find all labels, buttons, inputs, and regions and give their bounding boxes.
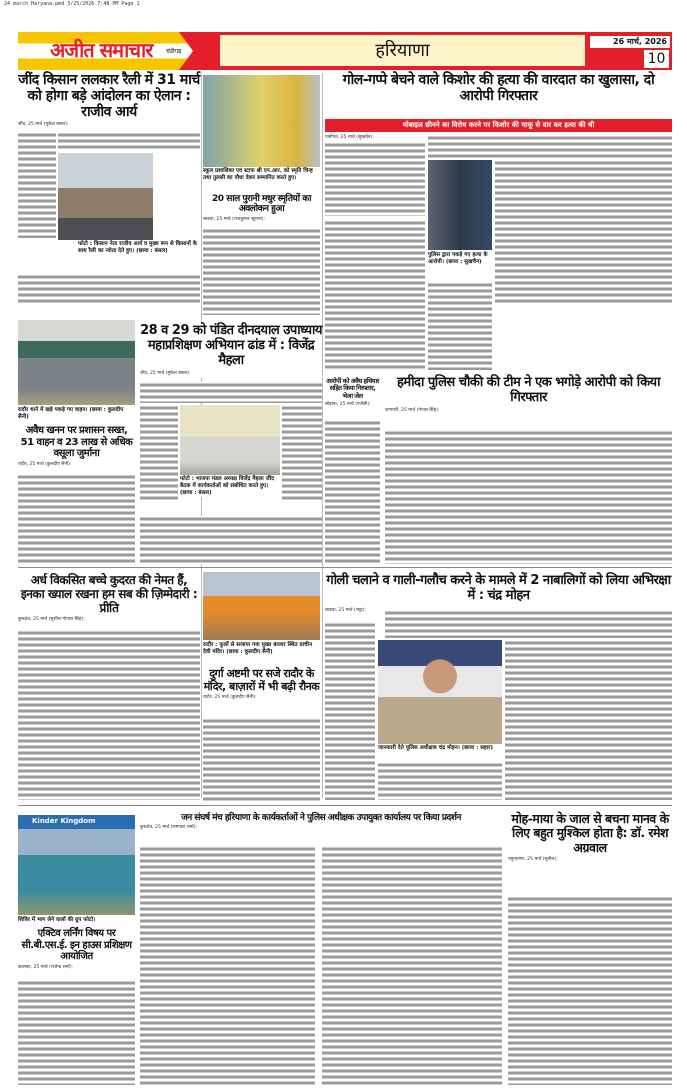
photo-seized-vehicles xyxy=(18,320,135,405)
article-body xyxy=(495,160,672,305)
section-title: हरियाणा xyxy=(220,35,585,66)
headline-special-children: अर्ध विकसित बच्चे कुदरत की नेमत हैं, इनका ख्याल रखना हम सब की ज़िम्मेदारी : प्रीति xyxy=(20,573,198,615)
article-body xyxy=(58,132,200,150)
article-body xyxy=(18,132,56,238)
photo-caption: रादौर : फूलों से सजाया गया मुख्य बाजार स्थित प्राचीन देवी मंदिर। (छाया : कुलदीप सैनी) xyxy=(203,642,320,656)
photo-caption: रादौर थाने में खड़े पकड़े गए वाहन। (छाया : कुलदीप सैनी) xyxy=(18,407,135,421)
article-header xyxy=(325,378,380,408)
row-divider xyxy=(18,567,672,568)
headline-training-campaign: 28 व 29 को पंडित दीनदयाल उपाध्याय महाप्रशिक्षण अभियान ढांड में : विजेंद्र मैहला xyxy=(140,323,322,368)
dateline: यमुनानगर, 25 मार्च (सुनील): xyxy=(508,857,672,863)
headline-durga-ashtami: दुर्गा अष्टमी पर सजे रादौर के मंदिर, बाज़ारों में भी बढ़ी रौनक xyxy=(203,667,320,693)
photo-caption: फोटो : भाजपा मंडल अध्यक्ष विजेंद्र मैहला जींद बैठक में कार्यकर्ताओं को संबोधित करते हुए। (छाया : बंसल) xyxy=(180,476,280,497)
article-body xyxy=(140,516,322,564)
photo-school-staff xyxy=(203,75,320,167)
photo-caption: स्कूल प्रशासिका एवं स्टाफ श्री एन.आर. को स्मृति चिन्ह तथा तुलसी का पौधा देकर सम्मानित करते हुए। xyxy=(203,168,320,182)
article-body xyxy=(140,846,315,1085)
headline-fugitive-arrest: हमीदा पुलिस चौकी की टीम ने एक भगोड़े आरोपी को किया गिरफ्तार xyxy=(397,375,660,405)
photo-training-group xyxy=(18,815,135,915)
dateline: जींद, 25 मार्च (मुकेश बंसल): xyxy=(140,371,322,377)
article-header xyxy=(18,72,200,128)
headline-kisan-rally: जींद किसान ललकार रैली में 31 मार्च को होगा बड़े आंदोलन का ऐलान : राजीव आर्य xyxy=(18,72,200,121)
dateline: रादौर, 25 मार्च (कुलदीप सैनी): xyxy=(203,695,320,701)
article-body xyxy=(325,420,380,564)
article-body xyxy=(140,382,322,403)
article-body xyxy=(428,282,492,370)
dateline: कुरुक्षेत्र, 25 मार्च (सुशील गोपाल सिंह): xyxy=(18,617,200,623)
dateline: सोहाना, 25 मार्च (एजेंसी): xyxy=(325,402,380,408)
photo-caption: फोटो : किसान नेता राजीव आर्य व मुख्य रूप से किसानों के साथ रैली का न्योता देते हुए। (छाया : बंसल) xyxy=(78,241,200,255)
article-body xyxy=(203,718,320,802)
photo-caption: पुलिस द्वारा पकड़े गए हत्या के आरोपी। (छाया : सुखचैन) xyxy=(428,252,492,266)
article-header xyxy=(18,425,135,468)
article-header xyxy=(203,668,320,701)
dateline: लाडवा, 25 मार्च (भट्टा): xyxy=(325,608,380,614)
article-body xyxy=(322,846,502,1085)
article-body xyxy=(385,610,672,638)
headline-juveniles-detained: गोली चलाने व गाली-गलौच करने के मामले में 2 नाबालिगों को लिया अभिरक्षा में : चंद्र मोहन xyxy=(326,573,671,603)
article-header xyxy=(140,324,322,377)
dateline: लाडवा, 25 मार्च (राजकुमार खुराना): xyxy=(203,217,320,223)
article-body xyxy=(325,142,425,216)
article-header xyxy=(18,928,135,971)
photo-caption: जानकारी देते पुलिस अधीक्षक चंद्र मोहन। (छाया : सहार) xyxy=(378,745,502,752)
column-divider xyxy=(322,73,323,798)
article-body xyxy=(385,430,672,564)
issue-date: 26 मार्च, 2026 xyxy=(590,36,670,48)
newspaper-logo: अजीत समाचार xyxy=(50,38,153,62)
article-body xyxy=(18,274,200,304)
photo-bjp-meeting xyxy=(180,405,280,475)
article-body xyxy=(18,980,135,1085)
headline-arms-arrest: आरोपी को अवैध हथियार सहित किया गिरफ्तार, भेजा जेल xyxy=(326,377,379,400)
row-divider xyxy=(18,805,672,806)
dateline: कालका, 25 मार्च (राजेन्द्र शर्मा): xyxy=(18,965,135,971)
article-body xyxy=(282,405,322,500)
article-header xyxy=(140,813,502,831)
photo-farmers xyxy=(58,153,153,240)
headline-protest: जन संघर्ष मंच हरियाणा के कार्यकर्ताओं ने पुलिस अधीक्षक उपायुक्त कार्यालय पर किया प्रदर्शन xyxy=(181,813,461,823)
article-body xyxy=(203,228,320,315)
article-body xyxy=(378,762,502,800)
page-number: 10 xyxy=(644,50,669,68)
headline-memories: 20 साल पुरानी मधुर स्मृतियों का अवलोकन हुआ xyxy=(212,194,311,215)
article-body xyxy=(428,135,672,159)
headline-dr-ramesh-agarwal: मोह-माया के जाल से बचना मानव के लिए बहुत मुश्किल होता है: डॉ. रमेश अग्रवाल xyxy=(511,811,669,855)
dateline: जींद, 25 मार्च (मुकेश बंसल): xyxy=(18,122,200,128)
headline-murder-case: गोल-गप्पे बेचने वाले किशोर की हत्या की वारदात का खुलासा, दो आरोपी गिरफ्तार xyxy=(342,72,655,105)
article-body xyxy=(18,474,135,564)
print-slug: 24 march Haryana.pmd 3/25/2026 7:48 PM Page 1 xyxy=(4,1,140,7)
dateline: जगाधरी, 25 मार्च (नेपाल सिंह): xyxy=(385,408,672,414)
article-body xyxy=(18,630,200,800)
photo-caption: शिविर में भाग लेने वालों की ग्रुप फोटो। xyxy=(18,917,135,924)
photo-sp-officer xyxy=(378,640,502,744)
kicker-banner: मोबाइल छीनने का विरोध करने पर किशोर की चाकू से वार कर हत्या की थी xyxy=(325,119,672,132)
article-header xyxy=(203,194,320,223)
photo-decorated-temple xyxy=(203,572,320,640)
article-body xyxy=(508,896,672,1085)
article-body xyxy=(505,640,672,800)
dateline: रादौर, 25 मार्च (कुलदीप सैनी): xyxy=(18,462,135,468)
edition-city: चंडीगढ़ xyxy=(166,48,182,55)
article-body xyxy=(325,220,425,370)
article-header xyxy=(18,574,200,623)
photo-accused xyxy=(428,160,492,250)
article-header xyxy=(508,812,672,863)
headline-illegal-mining: अवैध खनन पर प्रशासन सख्त, 51 वाहन व 23 लाख से अधिक वसूला जुर्माना xyxy=(20,425,133,459)
headline-cbse-training: एक्टिव लर्निंग विषय पर सी.बी.एस.ई. इन हाउस प्रशिक्षण आयोजित xyxy=(21,928,132,962)
dateline: कुरुक्षेत्र, 25 मार्च (रामपाल शर्मा): xyxy=(140,825,320,831)
article-header xyxy=(385,376,672,414)
dateline: पानीपत, 25 मार्च (सुखचैन): xyxy=(325,135,425,141)
school-sign: Kinder Kingdom xyxy=(32,817,96,825)
article-body xyxy=(325,622,375,800)
article-body xyxy=(140,405,178,500)
